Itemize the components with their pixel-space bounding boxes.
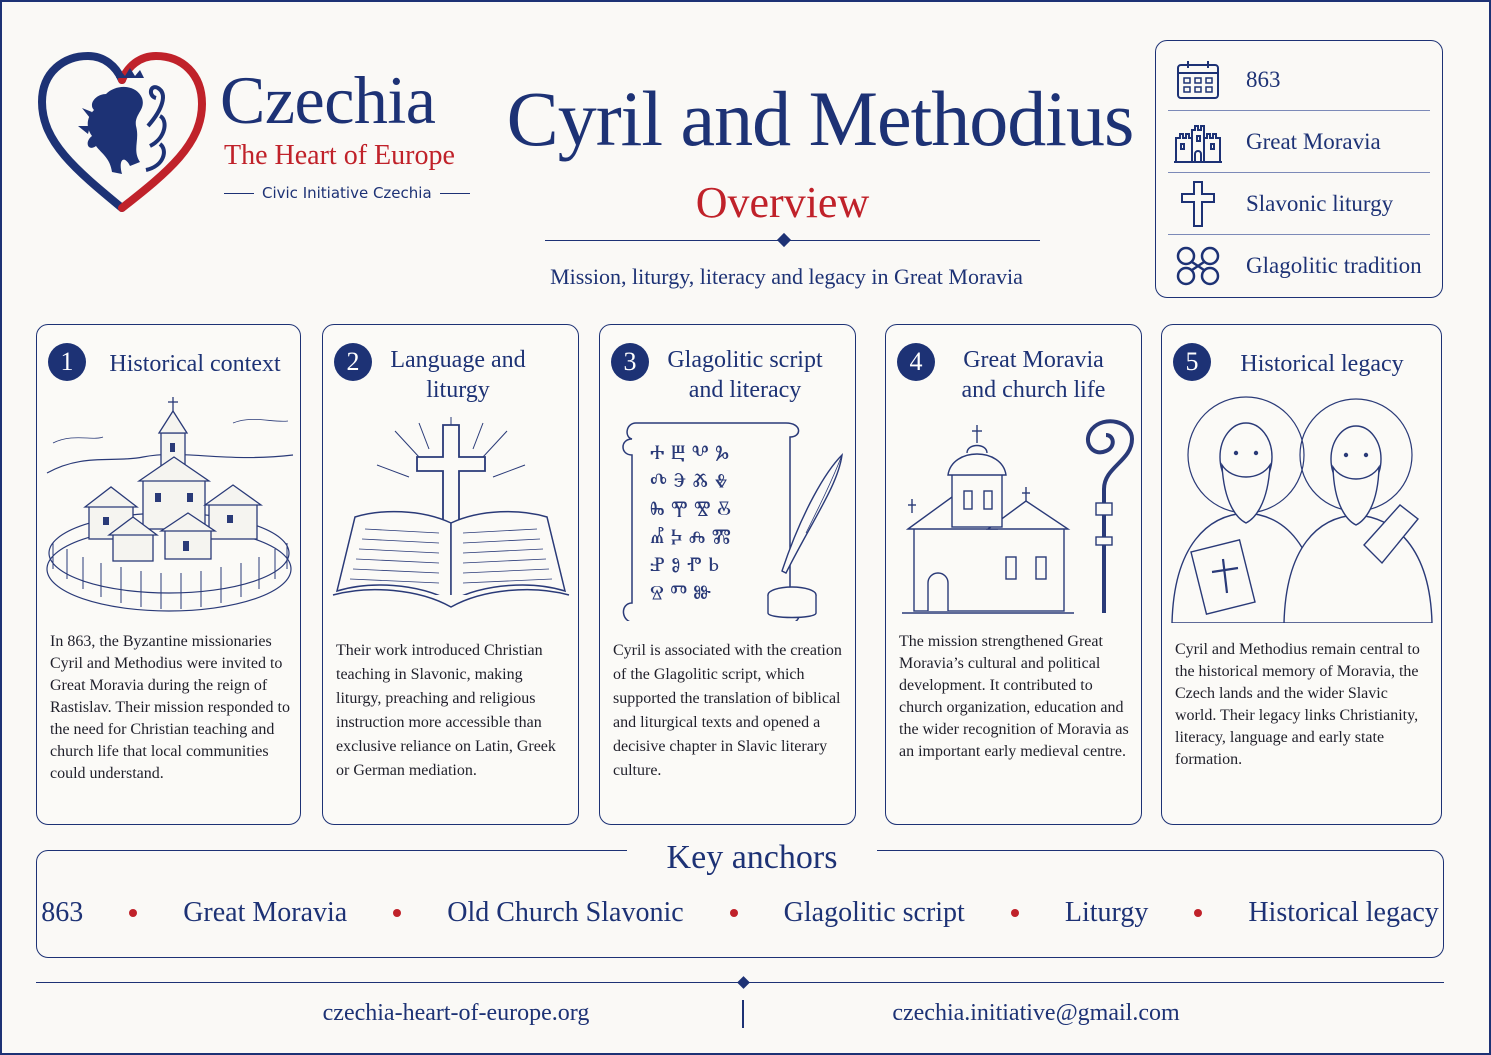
card-text: Cyril is associated with the creation of the Glagolitic script, which supported the translation of biblical and liturgical texts and opened a decisive chapter in Slavic literary culture.: [613, 642, 842, 779]
divider-line: [224, 193, 254, 194]
saints-portrait-illustration: [1168, 395, 1437, 623]
fact-label: Glagolitic tradition: [1246, 253, 1422, 278]
svg-text:Ⱄ Ⱅ Ⱆ: Ⱄ Ⱅ Ⱆ: [650, 580, 712, 604]
civic-initiative-text: Civic Initiative Czechia: [262, 184, 432, 202]
brand-name: Czechia: [220, 62, 436, 138]
card-historical-context: [36, 324, 301, 825]
bullet-dot: [1194, 909, 1202, 917]
page-title: Cyril and Methodius: [506, 75, 1134, 162]
card-title: Historical legacy: [1240, 351, 1404, 377]
card-title: Language and liturgy: [390, 347, 526, 403]
calendar-icon: [1175, 59, 1221, 101]
bullet-dot: [730, 909, 738, 917]
key-anchors-heading: Key anchors: [627, 839, 877, 877]
card-glagolitic-script: [599, 324, 856, 825]
heart-lion-emblem-icon: [36, 50, 208, 215]
fact-item: [1168, 49, 1430, 111]
svg-text:Ⰸ Ⰹ Ⰺ Ⰻ: Ⰸ Ⰹ Ⰺ Ⰻ: [650, 496, 731, 520]
svg-text:Ⰴ Ⰵ Ⰶ Ⰷ: Ⰴ Ⰵ Ⰶ Ⰷ: [650, 468, 728, 492]
page-subtitle: Overview: [695, 178, 870, 227]
key-anchors-panel: [36, 839, 1444, 958]
card-text: In 863, the Byzantine missionaries Cyril and Methodius were invited to Great Moravia during the reign of Rastislav. Their mission responded to the need for Christian teaching and church life that local communities could understand.: [50, 633, 290, 782]
title-divider: [545, 240, 1040, 241]
card-text: Their work introduced Christian teaching in Slavonic, making liturgy, preaching and religious instruction more accessible than exclusive reliance on Latin, Greek or German mediation.: [336, 642, 556, 779]
brand-tagline: The Heart of Europe: [224, 140, 455, 171]
card-number-badge: 5: [1173, 343, 1211, 381]
card-title: Great Moravia and church life: [961, 347, 1106, 403]
website-link[interactable]: czechia-heart-of-europe.org: [322, 1000, 590, 1026]
card-number-badge: 4: [897, 343, 935, 381]
anchor-item: Liturgy: [1064, 897, 1149, 928]
card-title: Glagolitic script and literacy: [667, 347, 823, 403]
glagolitic-knot-icon: [1174, 244, 1222, 288]
fact-label: Great Moravia: [1246, 128, 1381, 154]
svg-text:Ⰼ Ⰽ Ⰾ Ⰿ: Ⰼ Ⰽ Ⰾ Ⰿ: [650, 524, 731, 548]
open-book-cross-illustration: [329, 413, 574, 613]
key-anchors-list: [37, 897, 1443, 929]
bullet-dot: [1011, 909, 1019, 917]
card-number-badge: 2: [334, 343, 372, 381]
card-historical-legacy: [1161, 324, 1442, 825]
card-text: The mission strengthened Great Moravia’s cultural and political development. It contributed to church organization, education and the wider recognition of Moravia as an important early medieval centre.: [899, 633, 1129, 760]
fact-item: [1168, 235, 1430, 297]
logo: [36, 50, 476, 220]
fortified-settlement-illustration: [43, 393, 296, 625]
anchor-item: 863: [41, 897, 84, 928]
facts-panel: [1155, 40, 1443, 298]
svg-text:Ⰰ Ⰱ Ⰲ Ⰳ: Ⰰ Ⰱ Ⰲ Ⰳ: [650, 440, 730, 464]
fact-item: [1168, 173, 1430, 235]
anchor-item: Historical legacy: [1248, 897, 1439, 928]
anchor-item: Glagolitic script: [783, 897, 965, 928]
bullet-dot: [393, 909, 401, 917]
card-language-liturgy: [322, 324, 579, 825]
card-number-badge: 3: [611, 343, 649, 381]
card-number-badge: 1: [48, 343, 86, 381]
divider-line: [440, 193, 470, 194]
page-tagline: Mission, liturgy, literacy and legacy in Great Moravia: [550, 264, 1023, 289]
bullet-dot: [129, 909, 137, 917]
email-link[interactable]: czechia.initiative@gmail.com: [892, 1000, 1180, 1026]
glagolitic-scroll-quill-illustration: [606, 421, 851, 621]
footer-separator: [742, 1000, 744, 1028]
church-crozier-illustration: [892, 417, 1137, 617]
card-great-moravia-church: [885, 324, 1142, 825]
svg-text:Ⱀ Ⱁ Ⱂ Ⱃ: Ⱀ Ⱁ Ⱂ Ⱃ: [650, 552, 720, 576]
castle-icon: [1173, 120, 1223, 164]
civic-initiative-label: [224, 184, 470, 202]
fact-label: 863: [1246, 66, 1281, 92]
card-text: Cyril and Methodius remain central to the historical memory of Moravia, the Czech lands and the wider Slavic world. Their legacy links Christianity, literacy, language and early state formation.: [1175, 641, 1420, 768]
anchor-item: Old Church Slavonic: [447, 897, 684, 928]
fact-item: [1168, 111, 1430, 173]
card-title: Historical context: [109, 351, 281, 377]
anchor-item: Great Moravia: [183, 897, 348, 928]
fact-label: Slavonic liturgy: [1246, 190, 1394, 216]
cross-icon: [1178, 180, 1218, 228]
